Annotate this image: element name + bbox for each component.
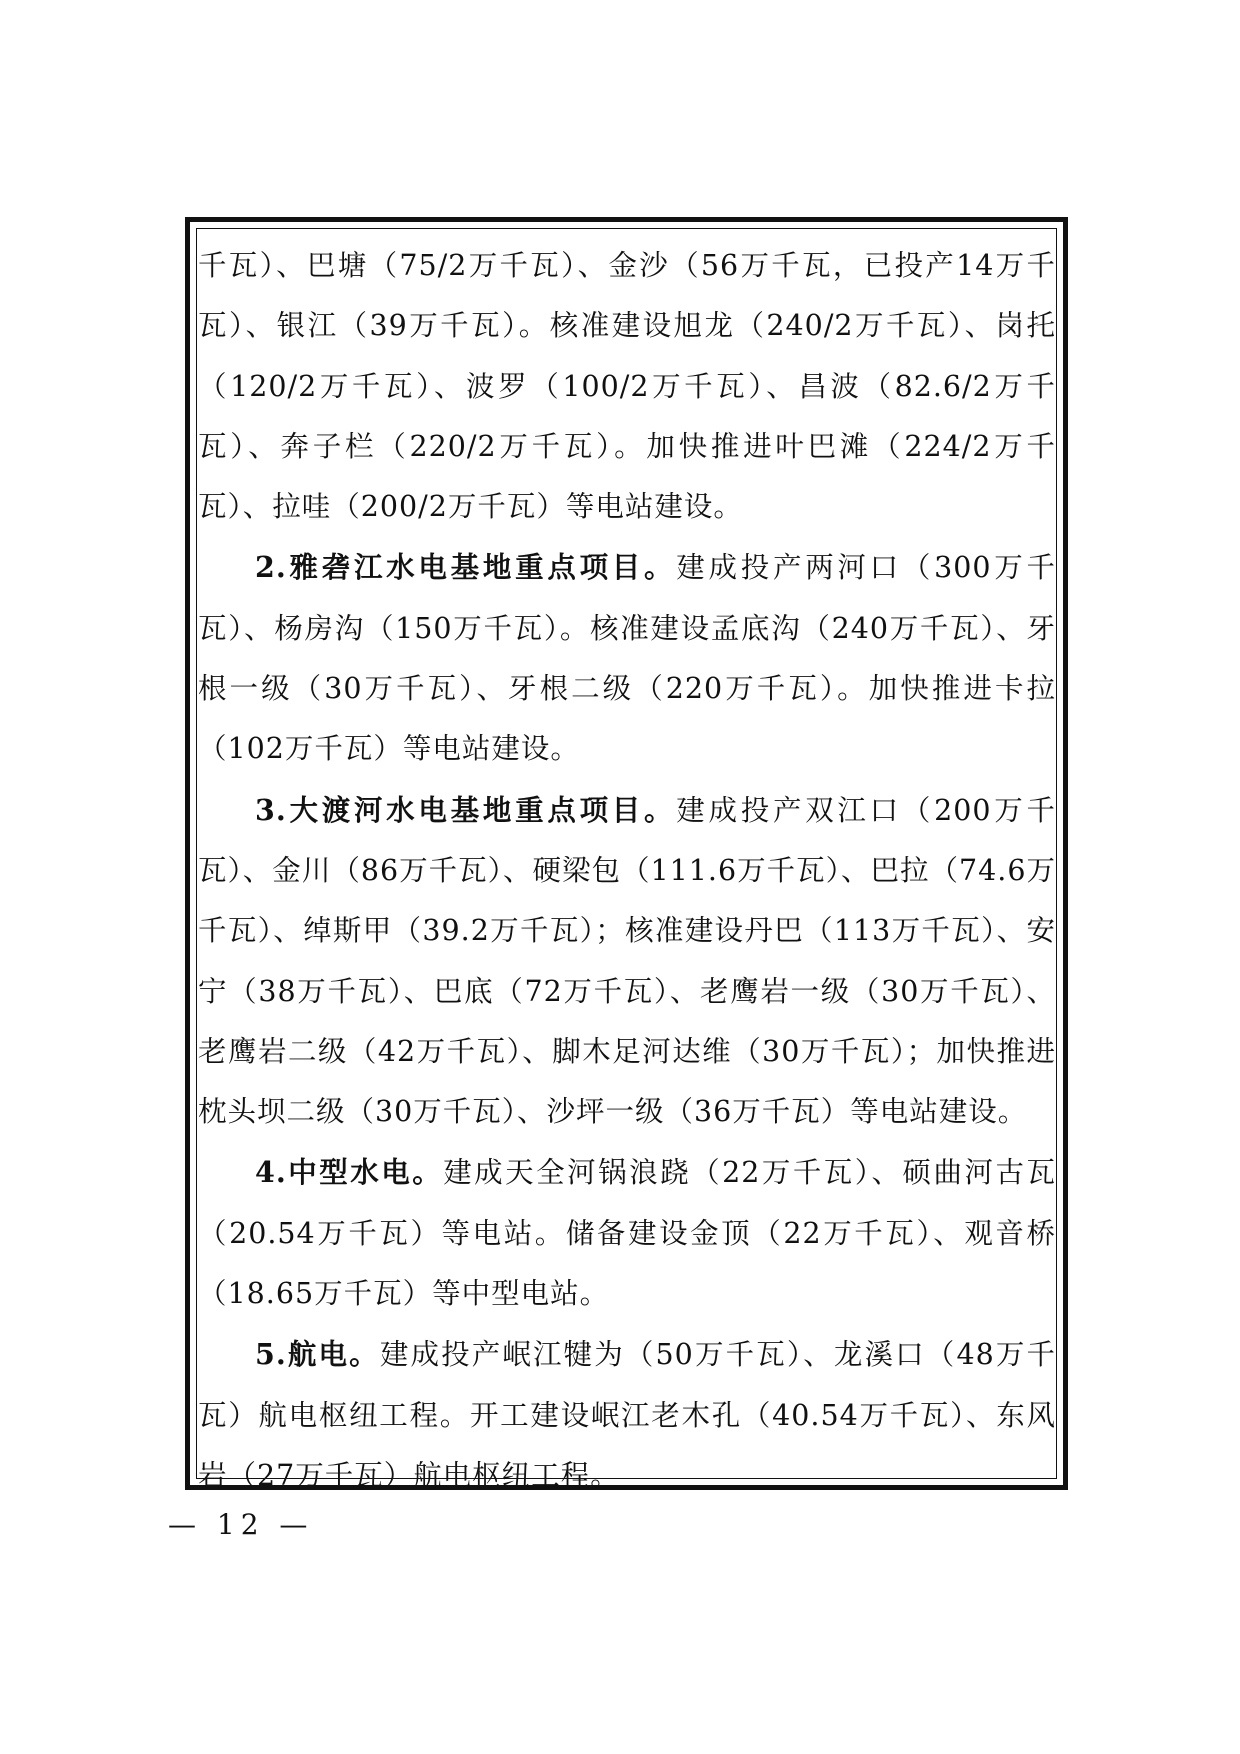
paragraph-yalong-river [198,537,1056,779]
paragraph-continuation [198,236,1056,537]
box-content [198,236,1056,1506]
paragraph-medium-hydropower [198,1142,1056,1324]
paragraph-heading: 3.大渡河水电基地重点项目。 [255,792,677,827]
paragraph-text: 建成投产双江口（200万千瓦）、金川（86万千瓦）、硬梁包（111.6万千瓦）、巴拉（74.6万千瓦）、绰斯甲（39.2万千瓦）；核准建设丹巴（113万千瓦）、安宁（38万千瓦）、巴底（72万千瓦）、老鹰岩一级（30万千瓦）、老鹰岩二级（42万千瓦）、脚木足河达维（30万千瓦）；加快推进枕头坝二级（30万千瓦）、沙坪一级（36万千瓦）等电站建设。 [198,793,1056,1129]
paragraph-text: 建成投产岷江犍为（50万千瓦）、龙溪口（48万千瓦）航电枢纽工程。开工建设岷江老木孔（40.54万千瓦）、东风岩（27万千瓦）航电枢纽工程。 [198,1338,1056,1492]
paragraph-text: 建成投产两河口（300万千瓦）、杨房沟（150万千瓦）。核准建设孟底沟（240万千瓦）、牙根一级（30万千瓦）、牙根二级（220万千瓦）。加快推进卡拉（102万千瓦）等电站建设。 [198,551,1056,766]
paragraph-dadu-river [198,780,1056,1143]
page-number: — 12 — [168,1508,314,1541]
paragraph-text: 千瓦）、巴塘（75/2万千瓦）、金沙（56万千瓦，已投产14万千瓦）、银江（39万千瓦）。核准建设旭龙（240/2万千瓦）、岗托（120/2万千瓦）、波罗（100/2万千瓦）、昌波（82.6/2万千瓦）、奔子栏（220/2万千瓦）。加快推进叶巴滩（224/2万千瓦）、拉哇（200/2万千瓦）等电站建设。 [198,249,1056,524]
paragraph-heading: 2.雅砻江水电基地重点项目。 [255,550,677,585]
paragraph-heading: 5.航电。 [255,1337,380,1372]
paragraph-heading: 4.中型水电。 [255,1155,444,1190]
paragraph-text: 建成天全河锅浪跷（22万千瓦）、硕曲河古瓦（20.54万千瓦）等电站。储备建设金顶（22万千瓦）、观音桥（18.65万千瓦）等中型电站。 [198,1156,1056,1311]
paragraph-navigation-power [198,1324,1056,1506]
